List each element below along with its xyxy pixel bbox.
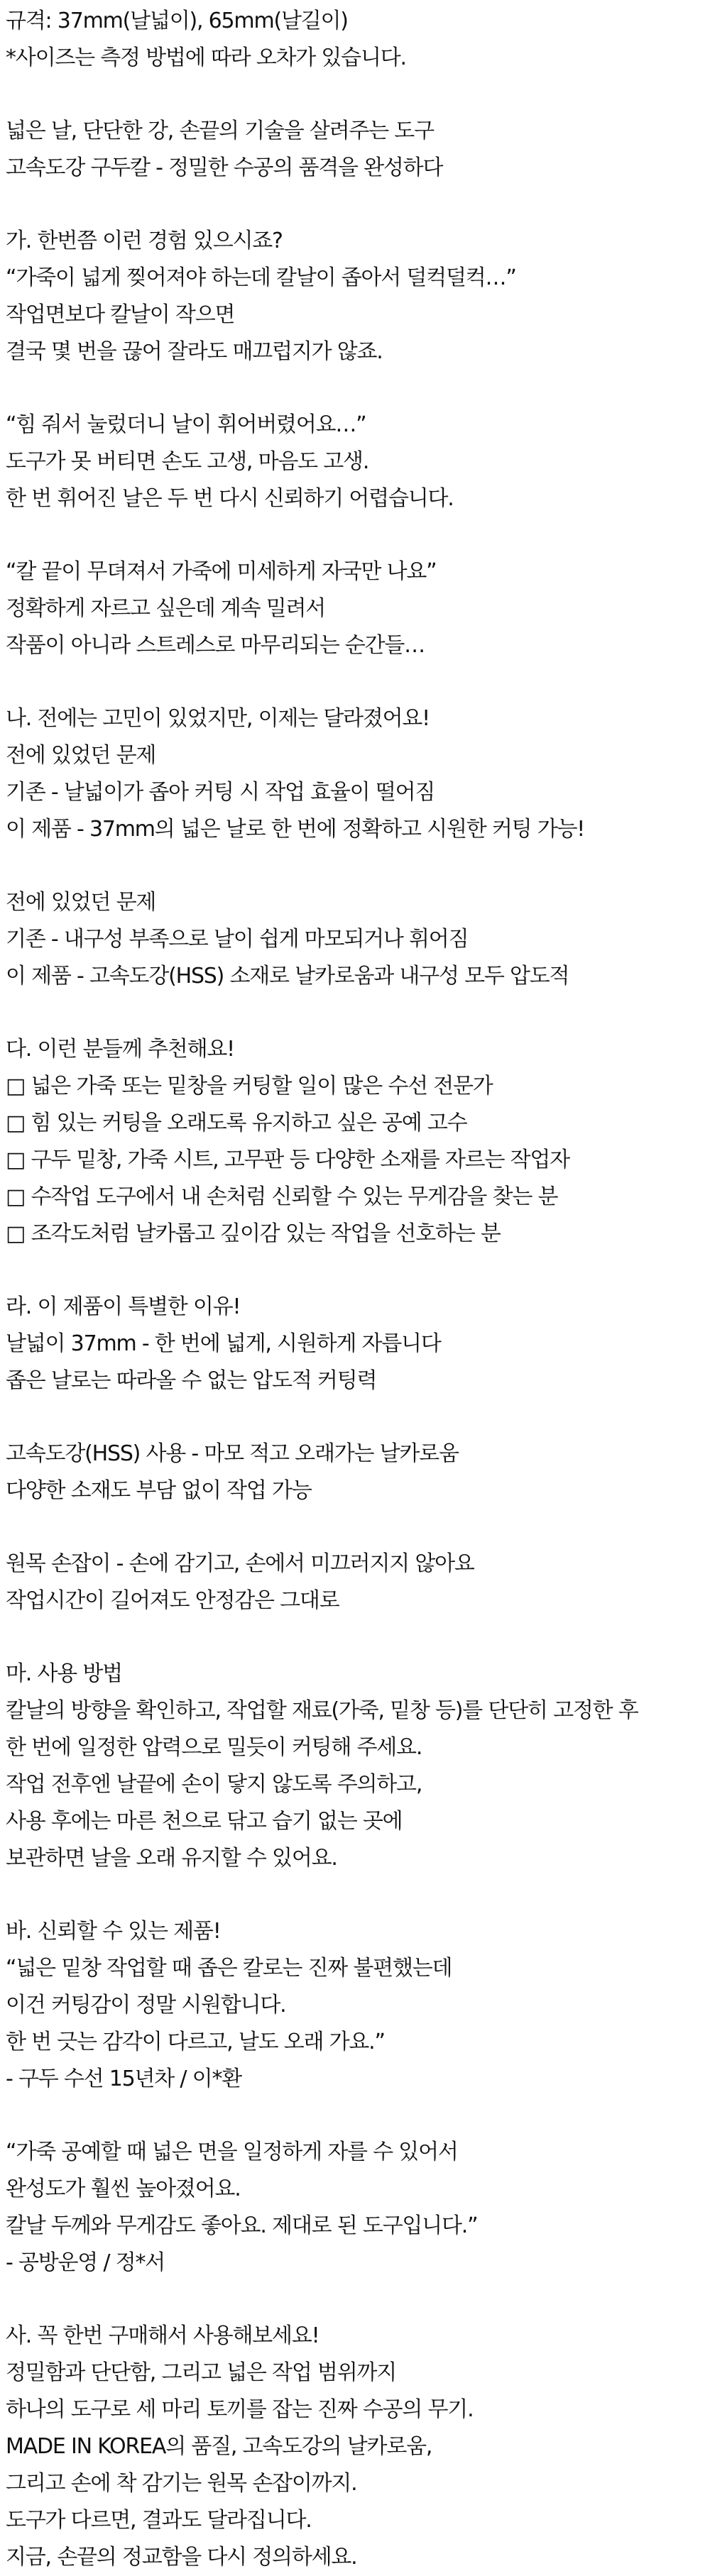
paragraph-gap — [6, 370, 710, 407]
section-na-2 — [6, 884, 710, 995]
text-line: 이 제품 - 고속도강(HSS) 소재로 날카로움과 내구성 모두 압도적 — [6, 964, 569, 989]
section-ga-title — [6, 223, 710, 370]
text-line: 사. 꼭 한번 구매해서 사용해보세요! — [6, 2323, 320, 2348]
text-line: “힘 줘서 눌렀더니 날이 휘어버렸어요…” — [6, 412, 366, 437]
text-line: 칼날 두께와 무게감도 좋아요. 제대로 된 도구입니다.” — [6, 2213, 478, 2238]
text-line: 기존 - 날넓이가 좁아 커팅 시 작업 효율이 떨어짐 — [6, 780, 435, 805]
paragraph-gap — [6, 1619, 710, 1656]
text-line: 바. 신뢰할 수 있는 제품! — [6, 1919, 221, 1944]
text-line: 마. 사용 방법 — [6, 1661, 122, 1686]
text-line: 하나의 도구로 세 마리 토끼를 잡는 진짜 수공의 무기. — [6, 2397, 474, 2422]
text-line: □ 조각도처럼 날카롭고 깊이감 있는 작업을 선호하는 분 — [6, 1221, 501, 1246]
text-line: “넓은 밑창 작업할 때 좁은 칼로는 진짜 불편했는데 — [6, 1956, 452, 1981]
paragraph-gap — [6, 848, 710, 884]
text-line: □ 넓은 가죽 또는 밑창을 커팅할 일이 많은 수선 전문가 — [6, 1074, 493, 1099]
text-line: 고속도강 구두칼 - 정밀한 수공의 품격을 완성하다 — [6, 155, 443, 180]
section-ga-3 — [6, 554, 710, 664]
text-line: MADE IN KOREA의 품질, 고속도강의 날카로움, — [6, 2434, 432, 2459]
paragraph-gap — [6, 1509, 710, 1546]
paragraph-gap — [6, 1399, 710, 1436]
text-line: 한 번에 일정한 압력으로 밀듯이 커팅해 주세요. — [6, 1735, 422, 1760]
text-line: 라. 이 제품이 특별한 이유! — [6, 1294, 241, 1319]
text-line: □ 힘 있는 커팅을 오래도록 유지하고 싶은 공예 고수 — [6, 1111, 467, 1135]
text-line: 한 번 긋는 감각이 다르고, 날도 오래 가요.” — [6, 2030, 385, 2054]
text-line: 작업 전후엔 날끝에 손이 닿지 않도록 주의하고, — [6, 1772, 422, 1797]
section-ga-2 — [6, 407, 710, 517]
section-ra-1 — [6, 1289, 710, 1399]
text-line: 규격: 37mm(날넓이), 65mm(날길이) — [6, 9, 348, 33]
text-line: 칼날의 방향을 확인하고, 작업할 재료(가죽, 밑창 등)를 단단히 고정한 후 — [6, 1698, 638, 1723]
section-ba-2 — [6, 2134, 710, 2281]
paragraph-gap — [6, 1877, 710, 1913]
section-ra-2 — [6, 1436, 710, 1509]
text-line: 넓은 날, 단단한 강, 손끝의 기술을 살려주는 도구 — [6, 119, 434, 143]
text-line: 다. 이런 분들께 추천해요! — [6, 1037, 234, 1062]
text-line: 좁은 날로는 따라올 수 없는 압도적 커팅력 — [6, 1368, 377, 1393]
section-ba-1 — [6, 1913, 710, 2098]
section-spec — [6, 3, 710, 77]
paragraph-gap — [6, 2098, 710, 2134]
paragraph-gap — [6, 77, 710, 113]
section-intro — [6, 113, 710, 187]
text-line: - 구두 수선 15년차 / 이*환 — [6, 2066, 242, 2091]
paragraph-gap — [6, 517, 710, 554]
text-line: 작품이 아니라 스트레스로 마무리되는 순간들… — [6, 633, 425, 658]
text-line: 이건 커팅감이 정말 시원합니다. — [6, 1993, 286, 2018]
paragraph-gap — [6, 1253, 710, 1289]
paragraph-gap — [6, 2281, 710, 2318]
text-line: “가죽 공예할 때 넓은 면을 일정하게 자를 수 있어서 — [6, 2140, 458, 2164]
text-line: 도구가 다르면, 결과도 달라집니다. — [6, 2508, 312, 2533]
text-line: 도구가 못 버티면 손도 고생, 마음도 고생. — [6, 449, 369, 474]
text-line: 지금, 손끝의 정교함을 다시 정의하세요. — [6, 2545, 357, 2570]
text-line: 사용 후에는 마른 천으로 닦고 습기 없는 곳에 — [6, 1809, 403, 1834]
paragraph-gap — [6, 187, 710, 223]
text-line: □ 수작업 도구에서 내 손처럼 신뢰할 수 있는 무게감을 찾는 분 — [6, 1184, 558, 1209]
text-line: - 공방운영 / 정*서 — [6, 2250, 165, 2275]
text-line: 나. 전에는 고민이 있었지만, 이제는 달라졌어요! — [6, 706, 430, 731]
text-line: 기존 - 내구성 부족으로 날이 쉽게 마모되거나 휘어짐 — [6, 927, 469, 952]
text-line: □ 구두 밑창, 가죽 시트, 고무판 등 다양한 소재를 자르는 작업자 — [6, 1147, 569, 1172]
section-da — [6, 1031, 710, 1253]
text-line: 이 제품 - 37mm의 넓은 날로 한 번에 정확하고 시원한 커팅 가능! — [6, 817, 585, 842]
section-sa — [6, 2318, 710, 2576]
text-line: 결국 몇 번을 끊어 잘라도 매끄럽지가 않죠. — [6, 339, 383, 364]
section-ma — [6, 1656, 710, 1877]
text-line: 가. 한번쯤 이런 경험 있으시죠? — [6, 229, 283, 253]
text-line: 정밀함과 단단함, 그리고 넓은 작업 범위까지 — [6, 2360, 397, 2385]
paragraph-gap — [6, 664, 710, 700]
section-na-1 — [6, 700, 710, 848]
text-line: 고속도강(HSS) 사용 - 마모 적고 오래가는 날카로움 — [6, 1441, 459, 1466]
section-ra-3 — [6, 1546, 710, 1619]
text-line: 보관하면 날을 오래 유지할 수 있어요. — [6, 1846, 337, 1871]
text-line: 작업면보다 칼날이 작으면 — [6, 302, 235, 327]
text-line: 다양한 소재도 부담 없이 작업 가능 — [6, 1478, 312, 1503]
text-line: 한 번 휘어진 날은 두 번 다시 신뢰하기 어렵습니다. — [6, 486, 454, 511]
text-line: 그리고 손에 착 감기는 원목 손잡이까지. — [6, 2471, 357, 2496]
text-line: 날넓이 37mm - 한 번에 넓게, 시원하게 자릅니다 — [6, 1331, 441, 1356]
text-line: *사이즈는 측정 방법에 따라 오차가 있습니다. — [6, 45, 406, 70]
text-line: 전에 있었던 문제 — [6, 743, 156, 768]
text-line: 전에 있었던 문제 — [6, 890, 156, 915]
text-line: 완성도가 훨씬 높아졌어요. — [6, 2176, 241, 2201]
text-line: 원목 손잡이 - 손에 감기고, 손에서 미끄러지지 않아요 — [6, 1551, 474, 1576]
paragraph-gap — [6, 995, 710, 1031]
text-line: “가죽이 넓게 찢어져야 하는데 칼날이 좁아서 덜컥덜컥…” — [6, 265, 516, 290]
text-line: “칼 끝이 무뎌져서 가죽에 미세하게 자국만 나요” — [6, 559, 437, 584]
text-line: 정확하게 자르고 싶은데 계속 밀려서 — [6, 596, 326, 621]
text-line: 작업시간이 길어져도 안정감은 그대로 — [6, 1588, 339, 1613]
